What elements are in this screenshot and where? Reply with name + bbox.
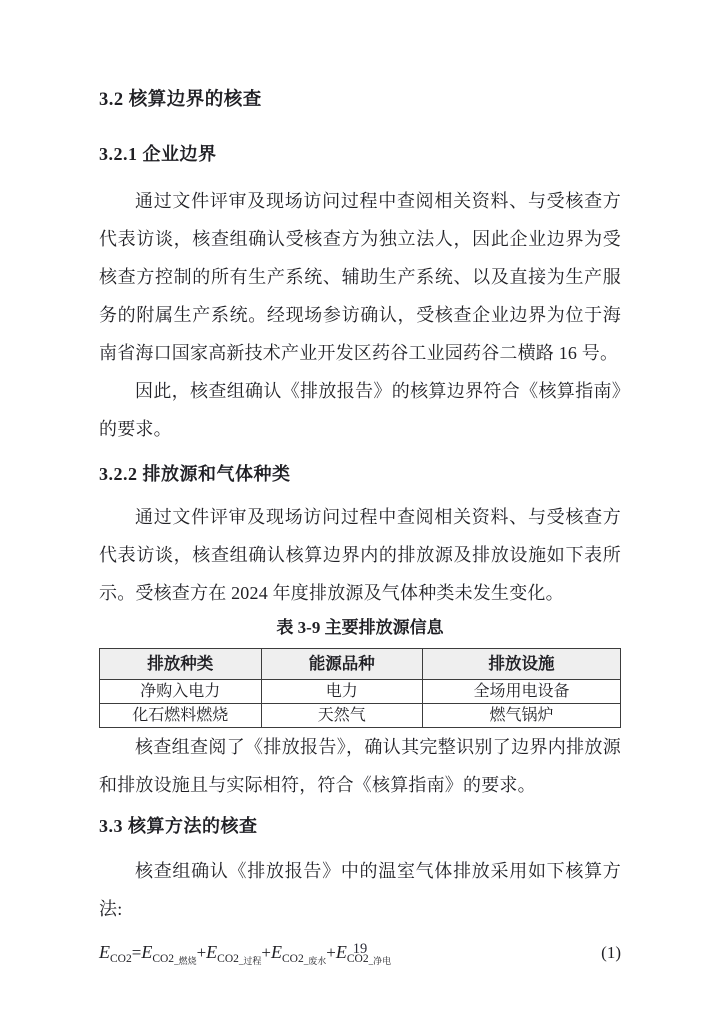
equation-number: (1) (601, 943, 621, 962)
section-heading-3-2-1: 3.2.1 企业边界 (99, 144, 217, 164)
table-cell: 全场用电设备 (423, 680, 621, 704)
table-header-energy-type: 能源品种 (261, 649, 423, 680)
paragraph-emission-sources: 通过文件评审及现场访问过程中查阅相关资料、与受核查方代表访谈，核查组确认核算边界内的排放源及排放设施如下表所示。受核查方在 2024 年度排放源及气体种类未发生变化。 (99, 507, 621, 603)
paragraph-table-conclusion: 核查组查阅了《排放报告》，确认其完整识别了边界内排放源和排放设施且与实际相符，符合《核算指南》的要求。 (99, 737, 621, 795)
table-cell: 天然气 (261, 704, 423, 728)
table-cell: 电力 (261, 680, 423, 704)
table-row (100, 680, 621, 704)
co2-emission-formula: $E_{CO2}=E_{CO2\_燃烧}+E_{CO2\_过程}+E_{CO2\_废水}+E_{CO2\_净电}$ (99, 942, 392, 966)
section-heading-3-2: 3.2 核算边界的核查 (99, 90, 262, 110)
table-header-emission-facility: 排放设施 (423, 649, 621, 680)
table-header-row (100, 649, 621, 680)
table-cell: 净购入电力 (100, 680, 262, 704)
section-heading-3-3: 3.3 核算方法的核查 (99, 816, 258, 836)
section-heading-3-2-2: 3.2.2 排放源和气体种类 (99, 464, 291, 484)
paragraph-boundary-conclusion: 因此，核查组确认《排放报告》的核算边界符合《核算指南》的要求。 (99, 381, 621, 439)
page-number: 19 (352, 941, 368, 957)
table-header-emission-type: 排放种类 (100, 649, 262, 680)
emission-source-table (99, 648, 621, 728)
table-cell: 化石燃料燃烧 (100, 704, 262, 728)
paragraph-accounting-method: 核查组确认《排放报告》中的温室气体排放采用如下核算方法: (99, 861, 621, 919)
table-cell: 燃气锅炉 (423, 704, 621, 728)
paragraph-enterprise-boundary: 通过文件评审及现场访问过程中查阅相关资料、与受核查方代表访谈，核查组确认受核查方为独立法人，因此企业边界为受核查方控制的所有生产系统、辅助生产系统、以及直接为生产服务的附属生产系统。经现场参访确认，受核查企业边界为位于海南省海口国家高新技术产业开发区药谷工业园药谷二横路 16 号。 (99, 191, 621, 363)
table-caption: 表 3-9 主要排放源信息 (276, 618, 444, 637)
table-row (100, 704, 621, 728)
